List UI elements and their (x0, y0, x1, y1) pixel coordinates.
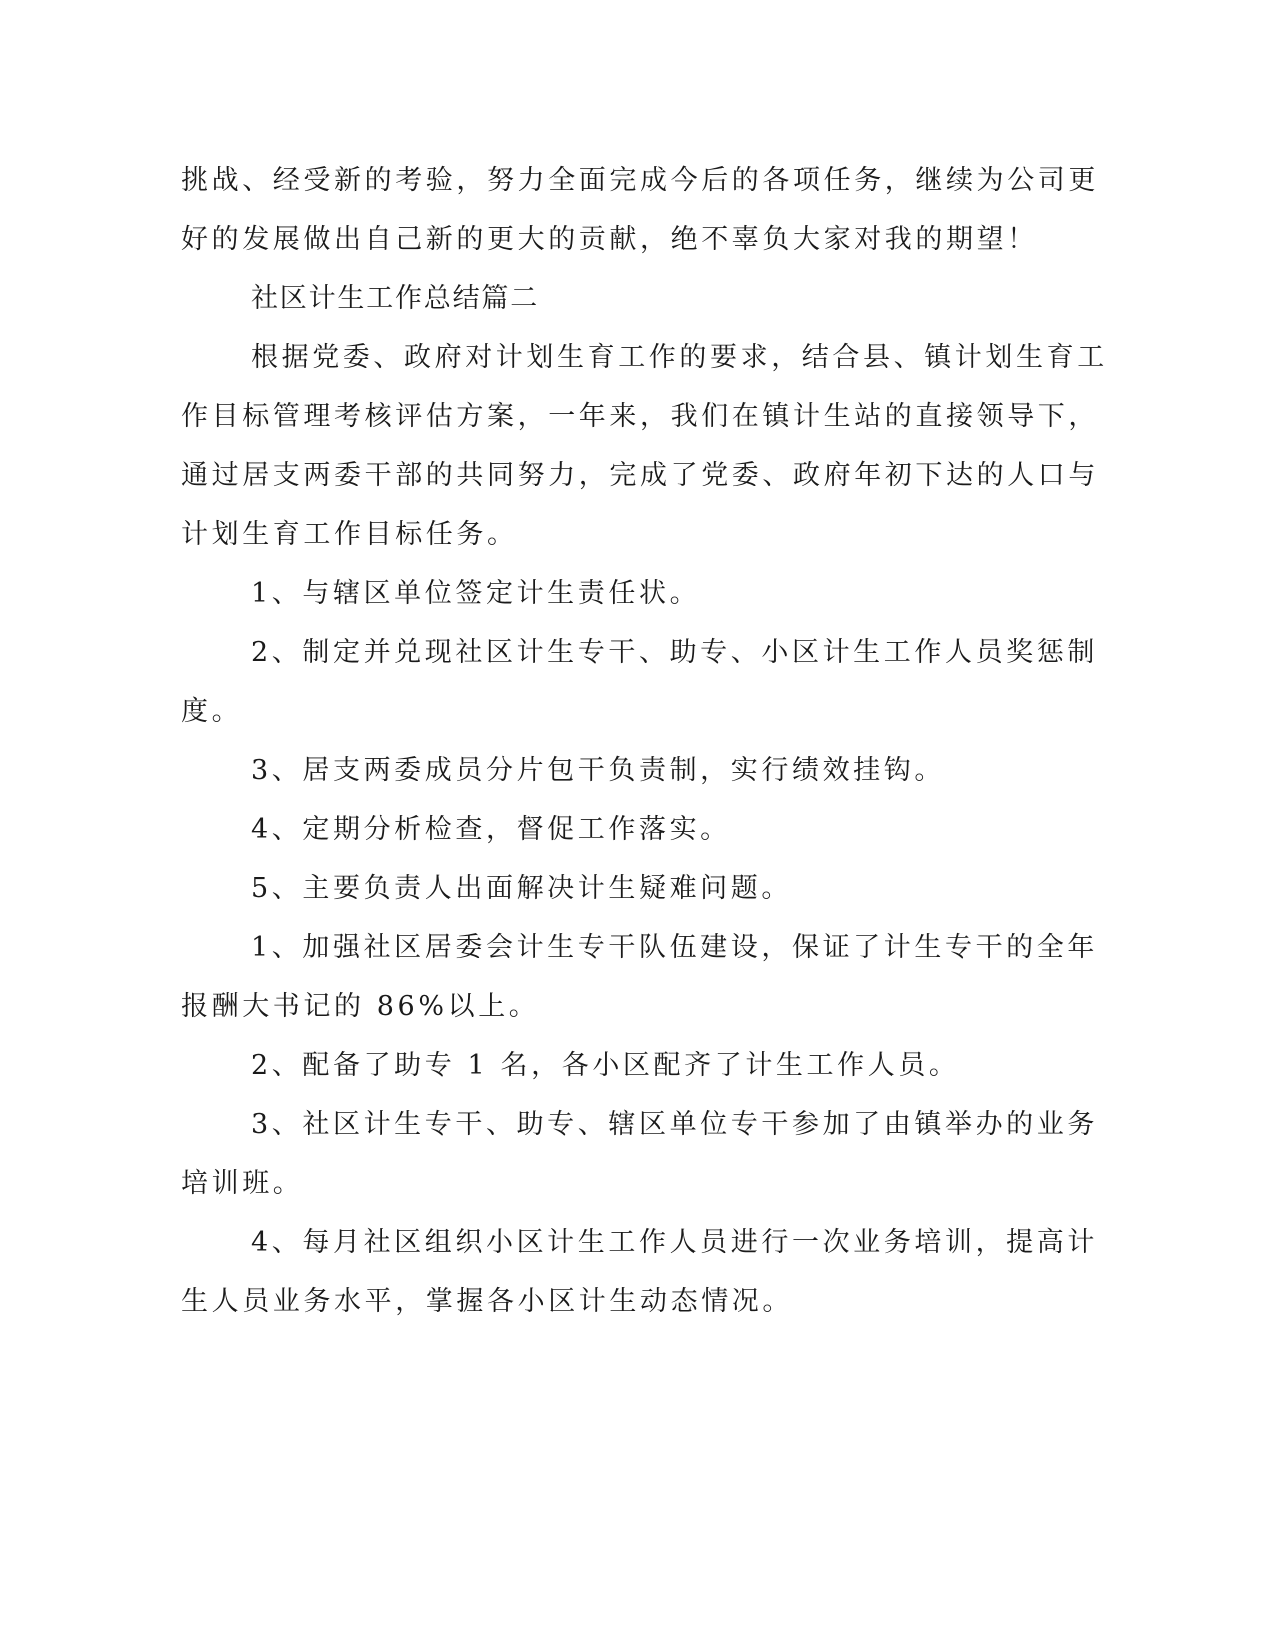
intro-line-3: 通过居支两委干部的共同努力，完成了党委、政府年初下达的人口与 (181, 460, 1099, 491)
document-body (181, 151, 1108, 1331)
intro-line-1: 根据党委、政府对计划生育工作的要求，结合县、镇计划生育工 (251, 342, 1108, 373)
intro-line-2: 作目标管理考核评估方案，一年来，我们在镇计生站的直接领导下， (181, 401, 1099, 432)
list-two-item-2: 2、配备了助专 1 名，各小区配齐了计生工作人员。 (251, 1050, 960, 1081)
list-one-item-3: 3、居支两委成员分片包干负责制，实行绩效挂钩。 (251, 755, 945, 786)
intro-line-4: 计划生育工作目标任务。 (181, 519, 518, 550)
list-two-item-3-line-2: 培训班。 (181, 1168, 304, 1199)
list-one-item-5: 5、主要负责人出面解决计生疑难问题。 (251, 873, 792, 904)
list-two-item-3-line-1: 3、社区计生专干、助专、辖区单位专干参加了由镇举办的业务 (251, 1109, 1098, 1140)
section-title: 社区计生工作总结篇二 (251, 283, 539, 314)
list-two-item-1-line-1: 1、加强社区居委会计生专干队伍建设，保证了计生专干的全年 (251, 932, 1098, 963)
list-two-item-4-line-1: 4、每月社区组织小区计生工作人员进行一次业务培训，提高计 (251, 1227, 1098, 1258)
continuation-line-1: 挑战、经受新的考验，努力全面完成今后的各项任务，继续为公司更 (181, 165, 1099, 196)
list-two-item-1-line-2: 报酬大书记的 86%以上。 (181, 991, 540, 1022)
list-one-item-2-line-1: 2、制定并兑现社区计生专干、助专、小区计生工作人员奖惩制 (251, 637, 1098, 668)
list-two-item-4-line-2: 生人员业务水平，掌握各小区计生动态情况。 (181, 1286, 793, 1317)
continuation-line-2: 好的发展做出自己新的更大的贡献，绝不辜负大家对我的期望！ (181, 224, 1038, 255)
list-one-item-4: 4、定期分析检查，督促工作落实。 (251, 814, 731, 845)
list-one-item-1: 1、与辖区单位签定计生责任状。 (251, 578, 701, 609)
list-one-item-2-line-2: 度。 (181, 696, 243, 727)
